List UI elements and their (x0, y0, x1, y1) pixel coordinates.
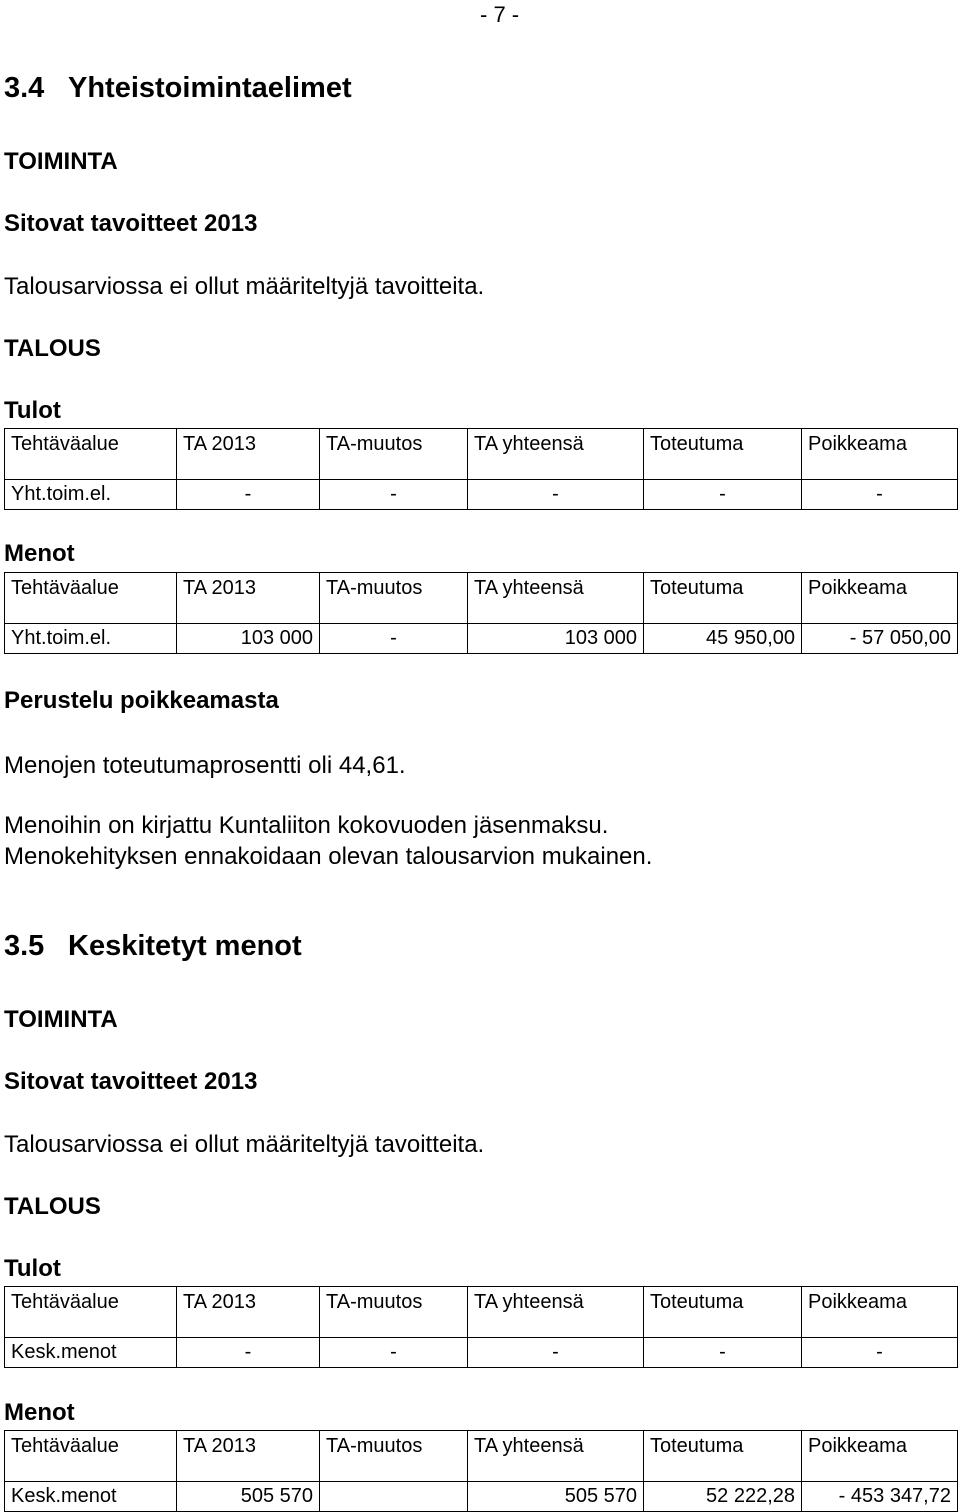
table-header-row (5, 429, 958, 460)
menot-table (4, 1430, 958, 1512)
table-row (5, 1338, 958, 1368)
header-cell: TA 2013 (177, 1287, 320, 1318)
table-row (5, 480, 958, 510)
header-cell: TA yhteensä (468, 429, 644, 460)
perustelu-text-1: Menojen toteutumaprosentti oli 44,61. (4, 752, 406, 779)
toiminta-heading: TOIMINTA (4, 1006, 118, 1033)
header-cell: TA yhteensä (468, 1287, 644, 1318)
header-cell: TA 2013 (177, 1431, 320, 1462)
table-header-row (5, 1431, 958, 1462)
table-cell: - (468, 480, 644, 510)
perustelu-text-2: Menoihin on kirjattu Kuntaliiton kokovuoden jäsenmaksu. (4, 812, 609, 839)
header-cell: Poikkeama (802, 1287, 958, 1318)
header-cell: TA 2013 (177, 573, 320, 604)
menot-label: Menot (4, 1399, 75, 1426)
table-cell: Yht.toim.el. (5, 624, 177, 654)
toiminta-heading: TOIMINTA (4, 148, 118, 175)
header-cell: TA-muutos (320, 573, 468, 604)
header-cell: Toteutuma (644, 1431, 802, 1462)
header-cell: TA 2013 (177, 429, 320, 460)
sitovat-text: Talousarviossa ei ollut määriteltyjä tavoitteita. (4, 1131, 485, 1158)
table-cell: - (177, 480, 320, 510)
table-row (5, 1482, 958, 1512)
table-cell: 45 950,00 (644, 624, 802, 654)
section-heading-3-5 (4, 930, 302, 963)
table-cell: Kesk.menot (5, 1482, 177, 1512)
header-cell: TA-muutos (320, 1287, 468, 1318)
table-cell (320, 1482, 468, 1512)
talous-heading: TALOUS (4, 335, 101, 362)
header-cell: Tehtäväalue (5, 1287, 177, 1318)
menot-table (4, 572, 958, 654)
table-cell: 505 570 (177, 1482, 320, 1512)
page-number: - 7 - (480, 2, 520, 27)
header-cell: TA yhteensä (468, 1431, 644, 1462)
table-header-row (5, 573, 958, 604)
header-cell: TA yhteensä (468, 573, 644, 604)
table-cell: - (644, 1338, 802, 1368)
tulot-label: Tulot (4, 1255, 61, 1282)
section-number: 3.5 (4, 930, 45, 962)
header-cell: Toteutuma (644, 429, 802, 460)
header-cell: TA-muutos (320, 1431, 468, 1462)
sitovat-heading: Sitovat tavoitteet 2013 (4, 1068, 258, 1095)
tulot-table (4, 1286, 958, 1368)
section-title: Yhteistoimintaelimet (68, 72, 352, 104)
tulot-label: Tulot (4, 397, 61, 424)
table-cell: - 57 050,00 (802, 624, 958, 654)
header-cell: Poikkeama (802, 1431, 958, 1462)
header-cell: Tehtäväalue (5, 1431, 177, 1462)
header-cell: Tehtäväalue (5, 429, 177, 460)
table-cell: - (468, 1338, 644, 1368)
table-cell: 505 570 (468, 1482, 644, 1512)
tulot-table (4, 428, 958, 510)
header-cell: Poikkeama (802, 429, 958, 460)
section-number: 3.4 (4, 72, 45, 104)
header-cell: Poikkeama (802, 573, 958, 604)
menot-label: Menot (4, 540, 75, 567)
header-cell: Tehtäväalue (5, 573, 177, 604)
table-cell: - (320, 480, 468, 510)
header-cell: TA-muutos (320, 429, 468, 460)
section-heading-3-4 (4, 72, 352, 105)
sitovat-heading: Sitovat tavoitteet 2013 (4, 210, 258, 237)
table-cell: - 453 347,72 (802, 1482, 958, 1512)
table-cell: - (320, 1338, 468, 1368)
table-cell: - (802, 1338, 958, 1368)
table-cell: - (644, 480, 802, 510)
perustelu-text-3: Menokehityksen ennakoidaan olevan talousarvion mukainen. (4, 843, 653, 870)
section-title: Keskitetyt menot (68, 930, 302, 962)
perustelu-heading: Perustelu poikkeamasta (4, 687, 279, 714)
table-cell: - (802, 480, 958, 510)
table-row (5, 624, 958, 654)
table-cell: - (177, 1338, 320, 1368)
table-cell: 103 000 (468, 624, 644, 654)
table-cell: 52 222,28 (644, 1482, 802, 1512)
header-cell: Toteutuma (644, 573, 802, 604)
header-cell: Toteutuma (644, 1287, 802, 1318)
table-header-row (5, 1287, 958, 1318)
table-cell: Kesk.menot (5, 1338, 177, 1368)
talous-heading: TALOUS (4, 1193, 101, 1220)
table-cell: Yht.toim.el. (5, 480, 177, 510)
table-cell: - (320, 624, 468, 654)
table-cell: 103 000 (177, 624, 320, 654)
sitovat-text: Talousarviossa ei ollut määriteltyjä tavoitteita. (4, 273, 485, 300)
